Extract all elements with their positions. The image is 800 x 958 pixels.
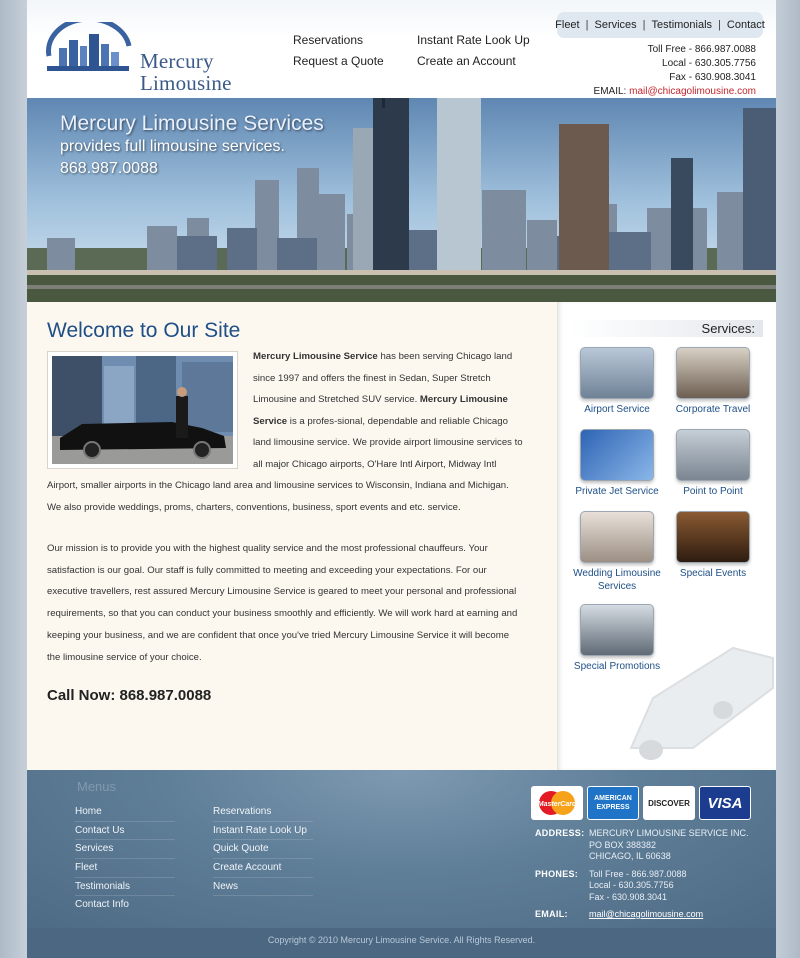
phones-value (589, 869, 687, 904)
phone-line: Local - 630.305.7756 (589, 880, 674, 890)
nav-reservations[interactable]: Reservations (293, 33, 364, 47)
site-header (27, 0, 776, 98)
logo-line-1: Mercury (140, 49, 214, 73)
phone-line: Fax - 630.908.3041 (589, 891, 668, 902)
corporate-travel-thumbnail (676, 347, 750, 399)
nav-separator: | (642, 19, 646, 31)
main-content (27, 302, 557, 770)
page-title: Welcome to Our Site (47, 319, 241, 342)
util-nav-fleet[interactable]: Fleet (555, 19, 580, 31)
service-label: Airport Service (584, 404, 650, 415)
intro-brand-2: Mercury Limousine Service (253, 394, 508, 427)
footer-phones-row (535, 869, 749, 904)
banner-text (60, 112, 324, 180)
footer-link-contact-info[interactable]: Contact Info (75, 899, 129, 911)
footer-link-home[interactable]: Home (75, 803, 175, 822)
header-fax: Fax - 630.908.3041 (669, 72, 756, 83)
header-local: Local - 630.305.7756 (662, 58, 756, 69)
util-nav-testimonials[interactable]: Testimonials (651, 19, 713, 31)
service-label: Corporate Travel (675, 404, 751, 415)
nav-instant-rate-lookup[interactable]: Instant Rate Look Up (417, 33, 530, 47)
intro-text-1: has been serving Chicago land since 1997 and offers the finest in Sedan, Super Stretch Limousine and Stretched SUV service. (253, 351, 513, 405)
wedding-thumbnail (580, 511, 654, 563)
footer-link-testimonials[interactable]: Testimonials (75, 878, 175, 897)
header-email-label: EMAIL: (593, 86, 627, 97)
mission-paragraph: Our mission is to provide you with the highest quality service and the most professional chauffeurs. Your satisfaction is our goal. Our staff is fully committed to meeting and exceeding your expectations. For our executive travellers, rest assured Mercury Limousine Service is geared to meet your personal and professional requirements, so that you can conduct your business smoothly and efficiently. We will work hard at earning and keeping your business, and we are confident that once you've tried Mercury Limousine Service it will become the limousine service of your choice. (47, 543, 518, 663)
footer-email-link[interactable]: mail@chicagolimousine.com (589, 909, 704, 919)
footer-contact (535, 828, 749, 925)
header-email-row (594, 85, 756, 99)
footer-link-contact-us[interactable]: Contact Us (75, 822, 175, 841)
email-label: EMAIL: (535, 909, 568, 919)
footer-link-reservations[interactable]: Reservations (213, 803, 313, 822)
header-email-link[interactable]: mail@chicagolimousine.com (629, 86, 756, 97)
service-wedding[interactable] (572, 511, 662, 593)
header-contact-info (594, 43, 756, 99)
mastercard-icon (531, 786, 583, 820)
visa-icon: VISA (699, 786, 751, 820)
special-events-thumbnail (676, 511, 750, 563)
services-heading: Services: (569, 320, 763, 337)
footer-email-row (535, 909, 749, 921)
service-label: Wedding Limousine Services (573, 568, 661, 592)
service-special-events[interactable] (668, 511, 758, 580)
footer-menu-col-2 (213, 803, 313, 896)
footer-address-row (535, 828, 749, 863)
call-now-text: Call Now: 868.987.0088 (47, 687, 212, 704)
footer-link-fleet[interactable]: Fleet (75, 859, 175, 878)
site-logo[interactable] (45, 22, 275, 95)
intro-text-2: is a profes-sional, dependable and reliable Chicago land limousine service. We provide airport limousine services to all major Chicago airports, O'Hare Intl Airport, Midway Intl Airport, smaller airports in the Chicago land area and limousine services to Wisconsin, Indiana and Michigan. We also provide weddings, proms, charters, conventions, business, sport events and etc. service. (47, 415, 523, 513)
service-label: Special Promotions (573, 661, 661, 672)
banner-phone: 868.987.0088 (60, 160, 158, 177)
site-footer (27, 770, 776, 928)
footer-link-create-account[interactable]: Create Account (213, 859, 313, 878)
service-label: Point to Point (683, 486, 743, 497)
hero-banner (27, 98, 776, 302)
intro-brand-1: Mercury Limousine Service (253, 351, 378, 362)
address-line: CHICAGO, IL 60638 (589, 851, 671, 861)
address-line: MERCURY LIMOUSINE SERVICE INC. (589, 828, 749, 838)
services-sidebar (557, 302, 776, 770)
limousine-watermark-image (623, 638, 778, 768)
point-to-point-thumbnail (676, 429, 750, 481)
utility-navigation (557, 12, 763, 38)
address-value (589, 828, 749, 863)
intro-paragraph (47, 346, 525, 518)
payment-cards (531, 786, 751, 822)
footer-menus-title: Menus (77, 779, 117, 794)
footer-link-services[interactable]: Services (75, 840, 175, 859)
service-corporate-travel[interactable] (668, 347, 758, 416)
address-label: ADDRESS: (535, 828, 585, 838)
nav-separator: | (718, 19, 721, 31)
service-label: Special Events (679, 568, 747, 579)
footer-link-instant-rate[interactable]: Instant Rate Look Up (213, 822, 313, 841)
util-nav-services[interactable]: Services (594, 19, 637, 31)
footer-link-quick-quote[interactable]: Quick Quote (213, 840, 313, 859)
phones-label: PHONES: (535, 868, 579, 879)
footer-menu-col-1 (75, 803, 175, 915)
page-container (27, 0, 776, 958)
address-line: PO BOX 388382 (589, 839, 657, 850)
service-airport[interactable] (572, 347, 662, 416)
airport-service-thumbnail (580, 347, 654, 399)
header-tollfree: Toll Free - 866.987.0088 (647, 44, 756, 55)
service-private-jet[interactable] (572, 429, 662, 498)
util-nav-contact[interactable]: Contact (726, 19, 765, 31)
mastercard-logo (533, 788, 581, 818)
skyline-logo-icon (45, 22, 135, 74)
nav-request-quote[interactable]: Request a Quote (293, 54, 384, 68)
copyright-bar: Copyright © 2010 Mercury Limousine Service. All Rights Reserved. (27, 928, 776, 958)
amex-icon: AMERICAN EXPRESS (587, 786, 639, 820)
nav-create-account[interactable]: Create an Account (417, 54, 516, 68)
service-point-to-point[interactable] (668, 429, 758, 498)
footer-link-news[interactable]: News (213, 878, 313, 897)
nav-separator: | (585, 19, 589, 31)
banner-title: Mercury Limousine Services (60, 112, 324, 135)
mastercard-text: MasterCard (537, 801, 577, 808)
private-jet-thumbnail (580, 429, 654, 481)
photo-spacer (47, 346, 253, 466)
discover-icon: DISCOVER (643, 786, 695, 820)
logo-line-2: Limousine (140, 71, 232, 95)
service-label: Private Jet Service (575, 486, 659, 497)
banner-subtitle: provides full limousine services. (60, 138, 285, 155)
phone-line: Toll Free - 866.987.0088 (589, 868, 687, 879)
